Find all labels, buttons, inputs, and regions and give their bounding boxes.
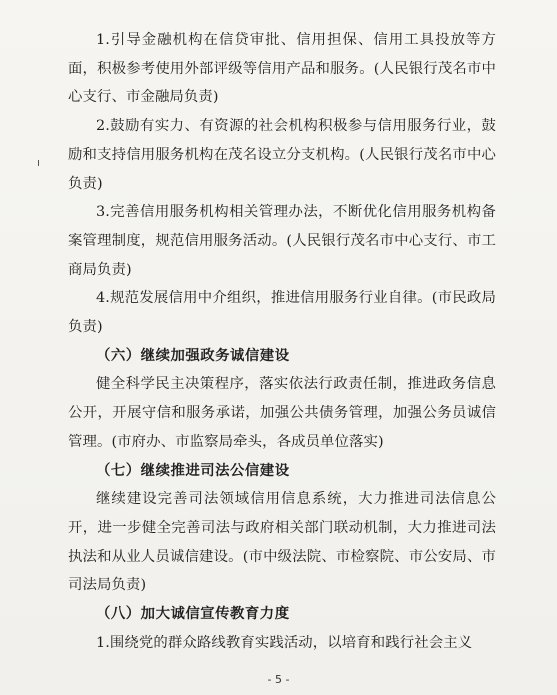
paragraph-2: 2.鼓励有实力、有资源的社会机构积极参与信用服务行业，鼓励和支持信用服务机构在茂名设立分支机构。(人民银行茂名市中心负责) [68,118,496,192]
paragraph-4: 4.规范发展信用中介组织，推进信用服务行业自律。(市民政局负责) [68,290,496,336]
paragraph-6: 继续建设完善司法领域信用信息系统，大力推进司法信息公开，进一步健全完善司法与政府相关部门联动机制，大力推进司法执法和从业人员诚信建设。(市中级法院、市检察院、市公安局、市司法局负责) [68,491,496,594]
paragraph-3: 3.完善信用服务机构相关管理办法，不断优化信用服务机构备案管理制度，规范信用服务活动。(人民银行茂名市中心支行、市工商局负责) [68,204,496,278]
section-heading-8: （八）加大诚信宣传教育力度 [96,605,290,623]
paragraph-7: 1.围绕党的群众路线教育实践活动，以培育和践行社会主义 [96,634,473,651]
section-heading-7: （七）继续推进司法公信建设 [96,461,290,479]
section-heading-6: （六）继续加强政务诚信建设 [96,346,290,364]
page-number: - 5 - [267,673,290,686]
paragraph-1: 1.引导金融机构在信贷审批、信用担保、信用工具投放等方面，积极参考使用外部评级等信用产品和服务。(人民银行茂名市中心支行、市金融局负责) [68,32,496,106]
margin-mark [38,160,39,166]
document-body [68,26,496,657]
paragraph-5: 健全科学民主决策程序，落实依法行政责任制，推进政务信息公开，开展守信和服务承诺，加强公共债务管理，加强公务员诚信管理。(市府办、市监察局牵头，各成员单位落实) [68,376,496,450]
